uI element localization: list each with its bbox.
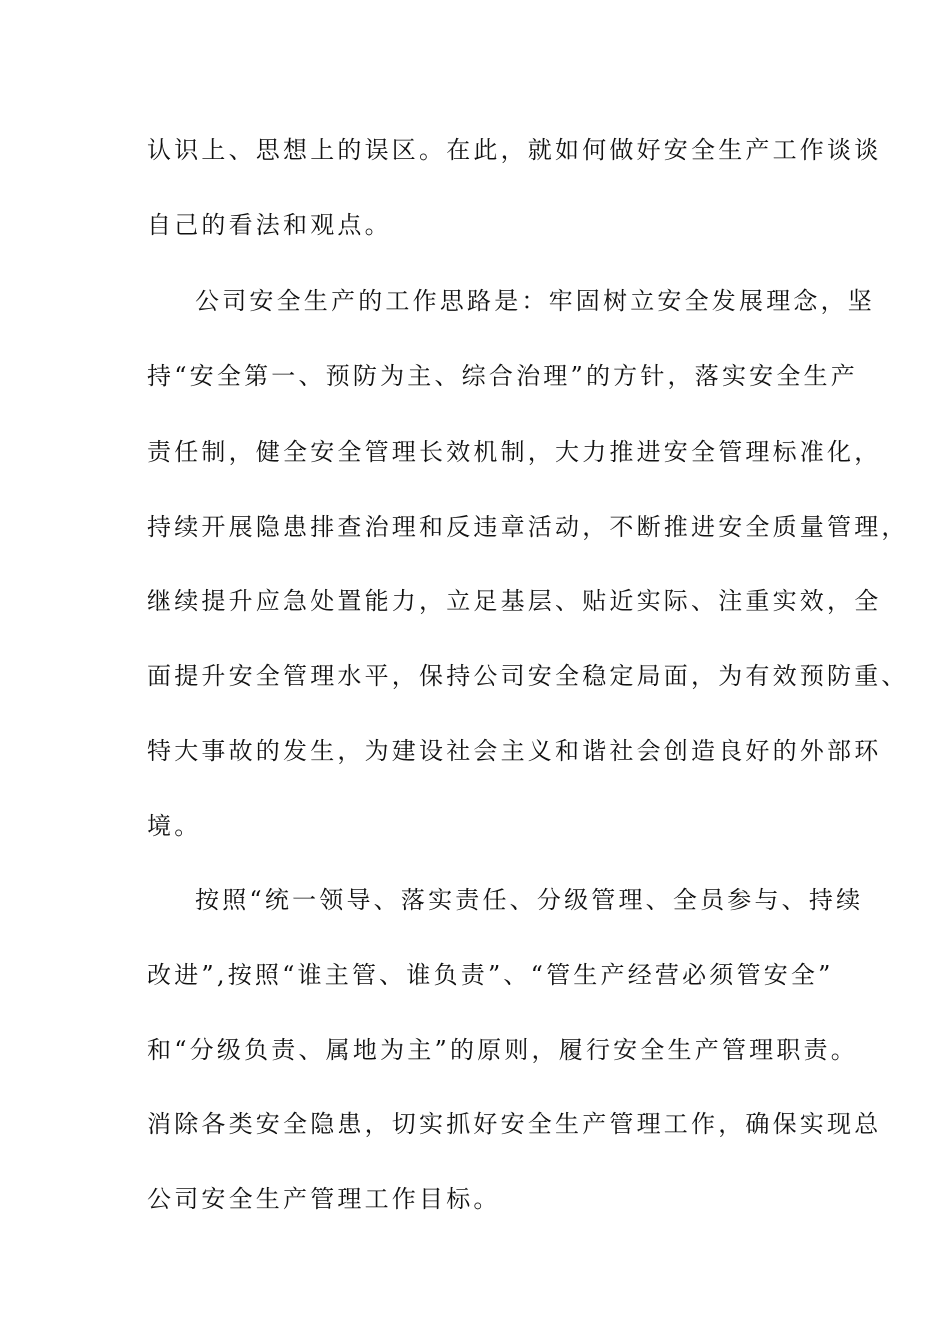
text-line: 消除各类安全隐患，切实抓好安全生产管理工作，确保实现总 (147, 1110, 882, 1138)
text-line: 改进”,按照“谁主管、谁负责”、“管生产经营必须管安全” (147, 961, 834, 989)
text-line: 面提升安全管理水平，保持公司安全稳定局面，为有效预防重、 (147, 662, 909, 690)
text-line: 责任制，健全安全管理长效机制，大力推进安全管理标准化， (147, 438, 882, 466)
text-line: 继续提升应急处置能力，立足基层、贴近实际、注重实效，全 (147, 587, 882, 615)
text-line: 自己的看法和观点。 (147, 211, 392, 239)
text-line: 特大事故的发生，为建设社会主义和谐社会创造良好的外部环 (147, 737, 882, 765)
text-line: 境。 (147, 812, 202, 840)
text-line: 持续开展隐患排查治理和反违章活动，不断推进安全质量管理， (147, 513, 909, 541)
text-line: 认识上、思想上的误区。在此，就如何做好安全生产工作谈谈 (147, 136, 882, 164)
text-line: 按照“统一领导、落实责任、分级管理、全员参与、持续 (195, 886, 864, 914)
text-line: 公司安全生产管理工作目标。 (147, 1185, 501, 1213)
text-line: 公司安全生产的工作思路是：牢固树立安全发展理念，坚 (195, 287, 875, 315)
text-line: 持“安全第一、预防为主、综合治理”的方针，落实安全生产 (147, 362, 858, 390)
text-line: 和“分级负责、属地为主”的原则，履行安全生产管理职责。 (147, 1036, 858, 1064)
